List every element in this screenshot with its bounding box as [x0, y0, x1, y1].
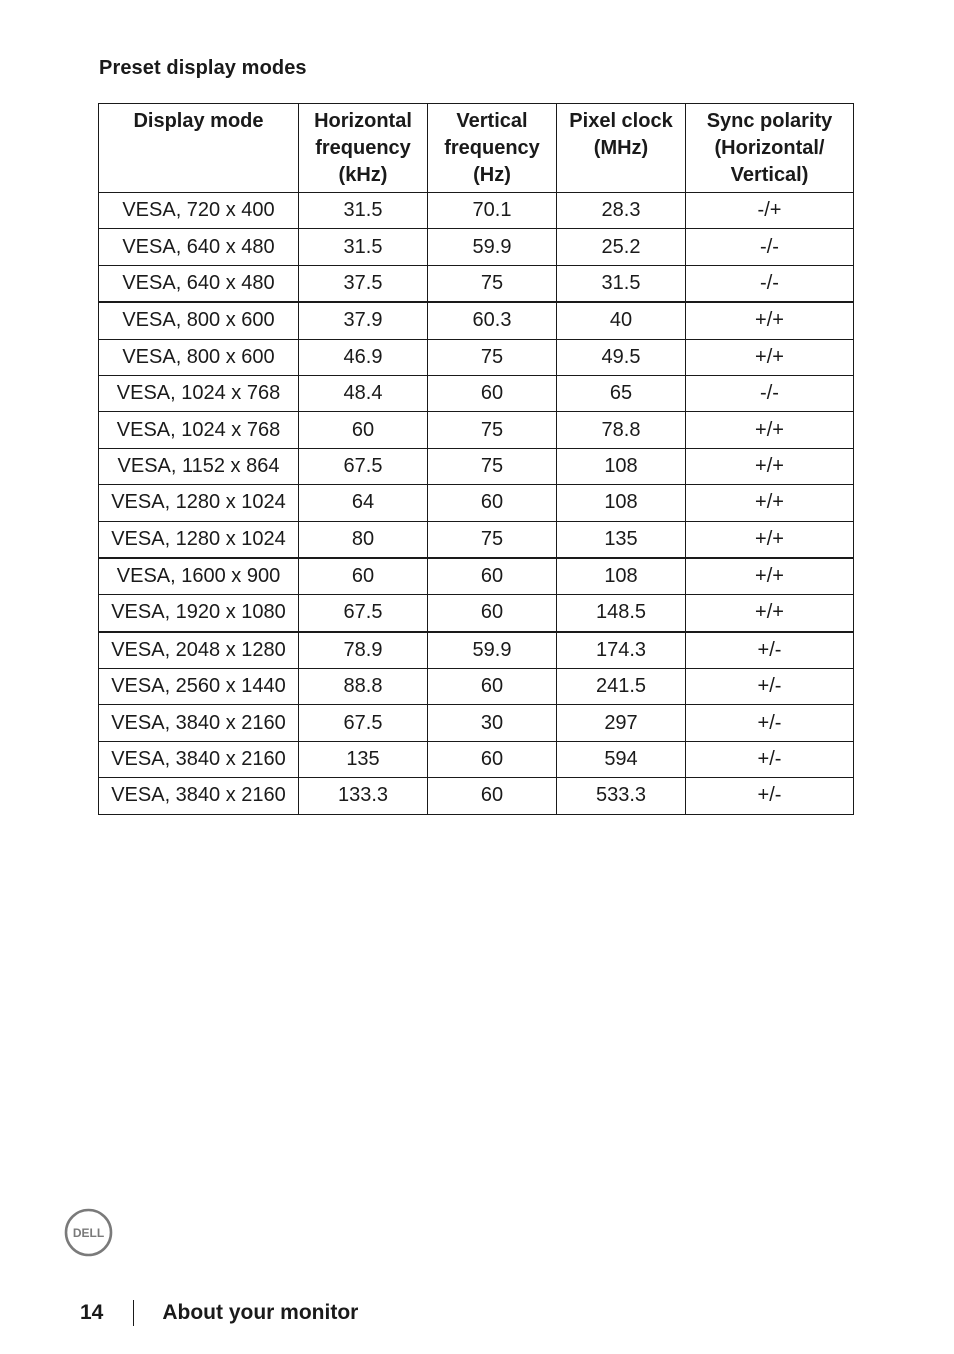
table-cell: 133.3 — [299, 778, 428, 814]
table-cell: 30 — [428, 705, 557, 741]
table-cell: 135 — [557, 521, 686, 558]
column-header-line: (kHz) — [338, 164, 388, 186]
table-cell: 108 — [557, 558, 686, 595]
table-cell: +/- — [686, 632, 854, 669]
column-header-line: Vertical — [456, 110, 528, 132]
table-cell: 75 — [428, 265, 557, 302]
table-cell: -/- — [686, 229, 854, 265]
table-cell: 37.5 — [299, 265, 428, 302]
table-cell: 70.1 — [428, 193, 557, 229]
table-cell: 28.3 — [557, 193, 686, 229]
table-cell: 67.5 — [299, 705, 428, 741]
table-cell: VESA, 1024 x 768 — [99, 375, 299, 411]
table-cell: 48.4 — [299, 375, 428, 411]
table-cell: +/+ — [686, 485, 854, 521]
table-cell: 174.3 — [557, 632, 686, 669]
table-cell: 60 — [428, 778, 557, 814]
table-body — [99, 193, 854, 815]
footer-divider — [133, 1300, 134, 1326]
table-cell: +/+ — [686, 558, 854, 595]
table-cell: 60 — [299, 412, 428, 448]
table-cell: +/+ — [686, 412, 854, 448]
table-cell: 59.9 — [428, 632, 557, 669]
table-cell: 31.5 — [299, 229, 428, 265]
column-header — [299, 104, 428, 193]
column-header-line: Horizontal — [314, 110, 412, 132]
table-cell: 135 — [299, 741, 428, 777]
table-cell: +/+ — [686, 339, 854, 375]
table-cell: 75 — [428, 339, 557, 375]
table-cell: VESA, 3840 x 2160 — [99, 778, 299, 814]
table-cell: 67.5 — [299, 595, 428, 632]
table-row — [99, 521, 854, 558]
table-cell: -/+ — [686, 193, 854, 229]
column-header-line: frequency — [444, 137, 540, 159]
table-row — [99, 485, 854, 521]
page-footer — [80, 1300, 358, 1326]
table-cell: +/- — [686, 669, 854, 705]
table-row — [99, 193, 854, 229]
table-cell: 25.2 — [557, 229, 686, 265]
table-row — [99, 632, 854, 669]
table-cell: 108 — [557, 485, 686, 521]
table-row — [99, 375, 854, 411]
table-cell: 37.9 — [299, 302, 428, 339]
table-cell: 59.9 — [428, 229, 557, 265]
table-cell: VESA, 1024 x 768 — [99, 412, 299, 448]
table-cell: +/+ — [686, 595, 854, 632]
table-cell: 78.9 — [299, 632, 428, 669]
table-cell: 60 — [428, 558, 557, 595]
table-cell: 40 — [557, 302, 686, 339]
table-row — [99, 302, 854, 339]
table-row — [99, 229, 854, 265]
section-title: Preset display modes — [99, 57, 307, 79]
table-cell: 241.5 — [557, 669, 686, 705]
table-cell: +/+ — [686, 302, 854, 339]
table-cell: +/- — [686, 741, 854, 777]
table-cell: 60 — [428, 595, 557, 632]
footer-section-title: About your monitor — [162, 1301, 359, 1324]
table-cell: VESA, 3840 x 2160 — [99, 741, 299, 777]
table-cell: 31.5 — [557, 265, 686, 302]
column-header-line: frequency — [315, 137, 411, 159]
table-row — [99, 265, 854, 302]
table-cell: 60 — [299, 558, 428, 595]
table-cell: -/- — [686, 375, 854, 411]
table-cell: 60 — [428, 375, 557, 411]
table-cell: 49.5 — [557, 339, 686, 375]
table-row — [99, 558, 854, 595]
table-row — [99, 741, 854, 777]
column-header-line: (Horizontal/ — [714, 137, 825, 159]
table-cell: 75 — [428, 521, 557, 558]
table-cell: 46.9 — [299, 339, 428, 375]
column-header-line: Vertical) — [730, 164, 809, 186]
dell-logo-icon — [64, 1208, 113, 1257]
column-header-line: (Hz) — [473, 164, 511, 186]
table-cell: 60 — [428, 669, 557, 705]
table-cell: VESA, 1280 x 1024 — [99, 521, 299, 558]
column-header — [99, 104, 299, 193]
table-cell: VESA, 640 x 480 — [99, 229, 299, 265]
column-header — [686, 104, 854, 193]
column-header — [428, 104, 557, 193]
table-row — [99, 669, 854, 705]
table-cell: -/- — [686, 265, 854, 302]
table-row — [99, 705, 854, 741]
table-row — [99, 595, 854, 632]
table-cell: 594 — [557, 741, 686, 777]
table-cell: VESA, 3840 x 2160 — [99, 705, 299, 741]
table-cell: VESA, 800 x 600 — [99, 302, 299, 339]
table-header-row — [99, 104, 854, 193]
column-header-line: Pixel clock — [569, 110, 673, 132]
table-cell: +/+ — [686, 448, 854, 484]
table-cell: 64 — [299, 485, 428, 521]
table-cell: VESA, 800 x 600 — [99, 339, 299, 375]
display-modes-table — [98, 103, 854, 815]
table-cell: +/+ — [686, 521, 854, 558]
table-cell: 297 — [557, 705, 686, 741]
table-cell: VESA, 640 x 480 — [99, 265, 299, 302]
table-cell: 65 — [557, 375, 686, 411]
table-cell: VESA, 1280 x 1024 — [99, 485, 299, 521]
table-cell: 60 — [428, 741, 557, 777]
table-row — [99, 448, 854, 484]
table-cell: 148.5 — [557, 595, 686, 632]
table-row — [99, 339, 854, 375]
table-cell: 78.8 — [557, 412, 686, 448]
table-cell: 60.3 — [428, 302, 557, 339]
table-cell: VESA, 720 x 400 — [99, 193, 299, 229]
table-cell: VESA, 2048 x 1280 — [99, 632, 299, 669]
table-cell: 67.5 — [299, 448, 428, 484]
logo-text: DELL — [72, 1225, 105, 1240]
table-cell: 108 — [557, 448, 686, 484]
column-header-line: (MHz) — [593, 137, 649, 159]
table-cell: VESA, 1600 x 900 — [99, 558, 299, 595]
table-cell: 533.3 — [557, 778, 686, 814]
column-header-line: Display mode — [133, 110, 264, 132]
page-number: 14 — [80, 1301, 104, 1324]
table-row — [99, 778, 854, 814]
table-cell: 80 — [299, 521, 428, 558]
table-cell: 75 — [428, 412, 557, 448]
table-cell: 60 — [428, 485, 557, 521]
column-header — [557, 104, 686, 193]
table-cell: 75 — [428, 448, 557, 484]
table-cell: VESA, 1152 x 864 — [99, 448, 299, 484]
table-cell: 88.8 — [299, 669, 428, 705]
table-cell: +/- — [686, 778, 854, 814]
table-cell: VESA, 1920 x 1080 — [99, 595, 299, 632]
table-cell: VESA, 2560 x 1440 — [99, 669, 299, 705]
column-header-line: Sync polarity — [706, 110, 833, 132]
table-cell: +/- — [686, 705, 854, 741]
table-row — [99, 412, 854, 448]
table-cell: 31.5 — [299, 193, 428, 229]
